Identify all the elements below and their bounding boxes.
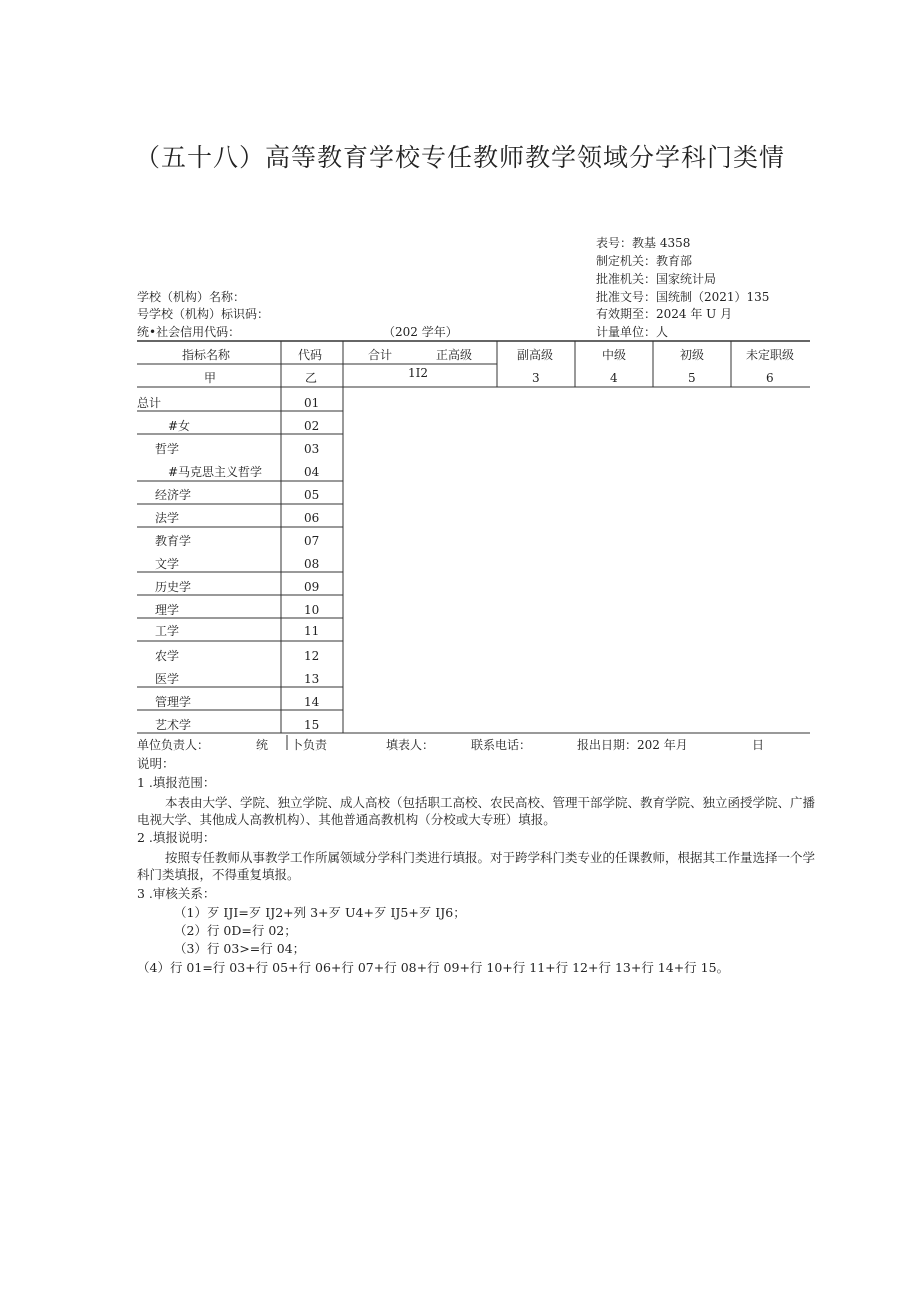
row-code: 03 (304, 442, 320, 456)
subheader-col6: 6 (766, 371, 774, 385)
row-code: 02 (304, 419, 320, 433)
subheader-yi: 乙 (305, 371, 318, 385)
row-name: 历史学 (155, 580, 192, 594)
phone-label: 联系电话： (471, 738, 532, 752)
note-2-line-1: 按照专任教师从事教学工作所属领域分学科门类进行填报。对于跨学科门类专业的任课教师，根据其工作量选择一个学 (165, 850, 816, 865)
row-name: 文学 (155, 557, 180, 571)
header-middle: 中级 (602, 348, 627, 362)
row-name: 理学 (155, 603, 180, 617)
row-code: 10 (304, 603, 320, 617)
stat-head-label: 卜负责 (291, 738, 328, 752)
header-unrated: 未定职级 (746, 348, 795, 362)
rule-2: （2）行 0D=行 02； (174, 923, 297, 938)
rule-1: （1）歹 IJI=歹 IJ2+列 3+歹 U4+歹 IJ5+歹 IJ6； (174, 905, 466, 920)
header-senior: 正高级 (436, 348, 473, 362)
row-code: 04 (304, 465, 320, 479)
row-name: 工学 (155, 624, 180, 638)
row-name: 哲学 (155, 442, 180, 456)
row-name: #马克思主义哲学 (168, 465, 263, 479)
subheader-col5: 5 (688, 371, 696, 385)
header-code: 代码 (298, 348, 323, 362)
row-code: 08 (304, 557, 320, 571)
row-name: 法学 (155, 511, 180, 525)
note-3-title: 3 .审核关系： (137, 886, 216, 901)
row-name: 艺术学 (155, 718, 192, 732)
row-name: 医学 (155, 672, 180, 686)
unit-head-label: 单位负责人： (137, 738, 210, 752)
approval-number: 批准文号：国统制（2021）135 (596, 290, 770, 304)
row-name: 农学 (155, 649, 180, 663)
row-name: 总计 (137, 396, 162, 410)
note-1-line-1: 本表由大学、学院、独立学院、成人高校（包括职工高校、农民高校、管理干部学院、教育学院、独立函授学院、广播 (165, 795, 816, 810)
note-1-line-2: 电视大学、其他成人高教机构）、其他普通高教机构（分校或大专班）填报。 (137, 812, 556, 827)
approver: 批准机关：国家统计局 (596, 272, 717, 286)
header-junior: 初级 (680, 348, 705, 362)
row-name: 教育学 (155, 534, 192, 548)
report-day-label: 日 (752, 738, 765, 752)
filler-label: 填表人： (386, 738, 435, 752)
notes-heading: 说明： (137, 756, 175, 771)
subheader-col4: 4 (610, 371, 618, 385)
note-1-title: 1 .填报范围： (137, 775, 216, 790)
row-code: 11 (304, 624, 320, 638)
subheader-col12: 1I2 (408, 366, 429, 380)
authority: 制定机关：教育部 (596, 254, 693, 268)
row-code: 06 (304, 511, 320, 525)
page-title: （五十八）高等教育学校专任教师教学领域分学科门类情 (134, 143, 785, 172)
header-total: 合计 (368, 348, 393, 362)
row-code: 14 (304, 695, 320, 709)
credit-code-label: 统•社会信用代码： (137, 325, 241, 339)
valid-until: 有效期至：2024 年 U 月 (596, 307, 733, 321)
header-indicator: 指标名称 (182, 348, 231, 362)
row-code: 13 (304, 672, 320, 686)
row-name: 经济学 (155, 488, 192, 502)
rule-3: （3）行 03>=行 04； (174, 941, 306, 956)
note-2-title: 2 .填报说明： (137, 830, 216, 845)
report-date-label: 报出日期：202 年月 (577, 738, 688, 752)
row-code: 05 (304, 488, 320, 502)
subheader-col3: 3 (532, 371, 540, 385)
school-id-label: 号学校（机构）标识码： (137, 307, 270, 321)
measure-unit: 计量单位：人 (596, 325, 669, 339)
row-code: 07 (304, 534, 320, 548)
row-code: 01 (304, 396, 320, 410)
subheader-jia: 甲 (204, 371, 217, 385)
row-name: #女 (168, 419, 191, 433)
stat-label: 统 (256, 738, 269, 752)
school-name-label: 学校（机构）名称： (137, 290, 246, 304)
form-number: 表号：教基 4358 (596, 236, 691, 250)
row-code: 15 (304, 718, 320, 732)
school-year: （202 学年） (383, 325, 458, 339)
row-code: 09 (304, 580, 320, 594)
header-vice-senior: 副高级 (517, 348, 554, 362)
note-2-line-2: 科门类填报，不得重复填报。 (137, 867, 300, 882)
row-code: 12 (304, 649, 320, 663)
rule-4: （4）行 01=行 03+行 05+行 06+行 07+行 08+行 09+行 10+行 11+行 12+行 13+行 14+行 15。 (137, 960, 730, 975)
row-name: 管理学 (155, 695, 192, 709)
